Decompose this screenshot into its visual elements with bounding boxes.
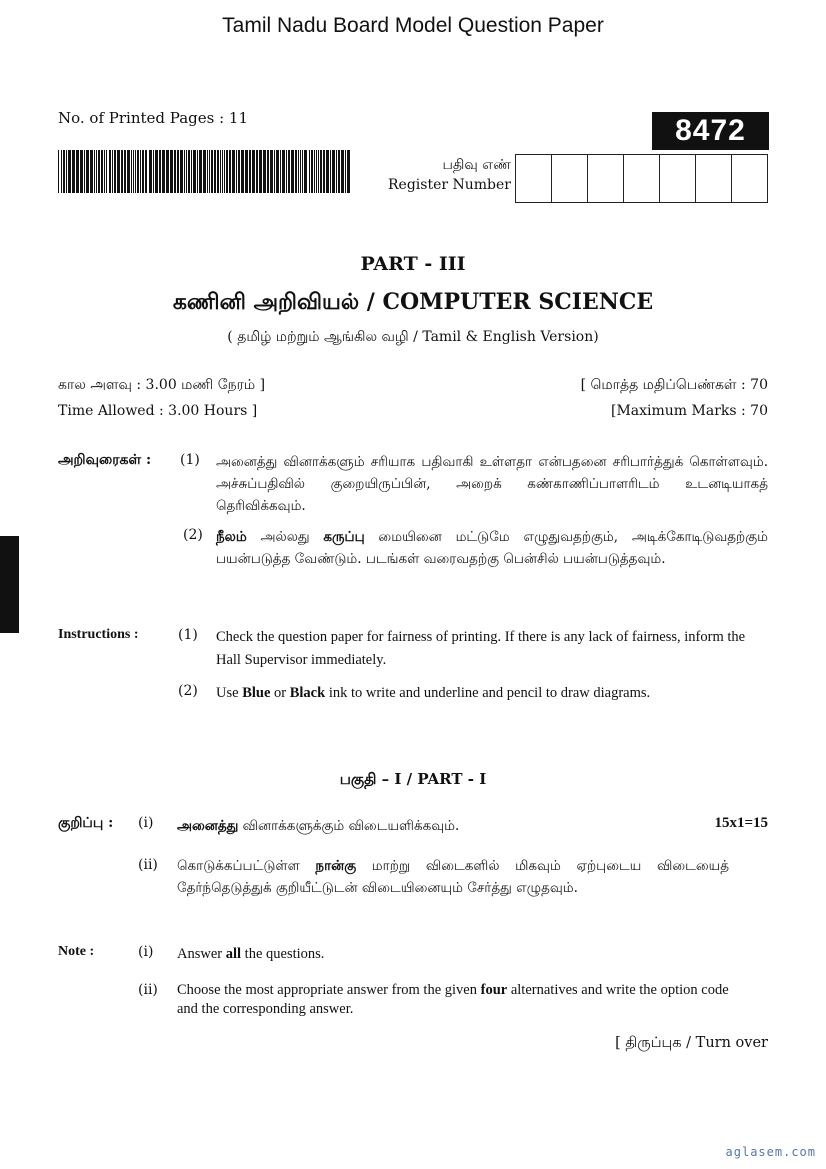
instruction-text-english: Check the question paper for fairness of printing. If there is any lack of fairness, inform the Hall Supervisor immediately. xyxy=(216,629,746,668)
text-segment: கொடுக்கப்பட்டுள்ள xyxy=(177,858,316,874)
register-number-label xyxy=(380,155,511,195)
text-segment: or xyxy=(270,685,290,701)
instructions-label-tamil: அறிவுரைகள் : xyxy=(58,452,152,468)
time-allowed-english: Time Allowed : 3.00 Hours ] xyxy=(58,403,258,419)
page-banner: Tamil Nadu Board Model Question Paper xyxy=(222,14,604,37)
instruction-text-english xyxy=(216,682,772,705)
text-segment: மையினை மட்டுமே எழுதுவதற்கும், அடிக்கோடிடுவதற்கும் பயன்படுத்த வேண்டும். படங்கள் வரைவதற்கு பென்சில் பயன்படுத்தவும். xyxy=(216,529,768,567)
instruction-number: (2) xyxy=(183,527,203,543)
register-label-tamil: பதிவு எண் xyxy=(442,157,511,173)
instructions-label-english: Instructions : xyxy=(58,627,139,642)
paper-code-badge: 8472 xyxy=(652,112,769,150)
text-segment: Choose the most appropriate answer from the given xyxy=(177,982,481,998)
note-number: (ii) xyxy=(138,982,158,998)
emphasis: கருப்பு xyxy=(323,529,365,545)
emphasis: அனைத்து xyxy=(177,818,239,834)
note-number: (i) xyxy=(138,944,154,960)
emphasis: நீலம் xyxy=(216,529,247,545)
register-digit-box[interactable] xyxy=(732,155,767,202)
register-label-english: Register Number xyxy=(388,177,511,193)
instruction-number: (1) xyxy=(180,452,200,468)
time-allowed-tamil: கால அளவு : 3.00 மணி நேரம் ] xyxy=(58,377,266,393)
note-text-english xyxy=(177,943,733,966)
note-text-english xyxy=(177,981,729,1019)
text-segment: மாற்று விடைகளில் மிகவும் ஏற்புடைய விடையைத் தேர்ந்தெடுத்துக் குறியீட்டுடன் விடையினையும் சேர்த்து எழுதவும். xyxy=(177,858,729,896)
emphasis: all xyxy=(225,946,242,962)
register-digit-box[interactable] xyxy=(588,155,624,202)
text-segment: வினாக்களுக்கும் விடையளிக்கவும். xyxy=(238,818,460,834)
max-marks-tamil: [ மொத்த மதிப்பெண்கள் : 70 xyxy=(580,377,768,393)
text-segment: Answer xyxy=(177,946,226,962)
register-digit-box[interactable] xyxy=(624,155,660,202)
instruction-number: (1) xyxy=(178,627,198,643)
text-segment: Use xyxy=(216,685,243,701)
max-marks-english: [Maximum Marks : 70 xyxy=(610,403,768,419)
text-segment: alternatives and write the option code and the corresponding answer. xyxy=(177,982,729,1017)
instruction-text-tamil: அனைத்து வினாக்களும் சரியாக பதிவாகி உள்ளதா என்பதனை சரிபார்த்துக் கொள்ளவும். அச்சுப்பதிவில் குறையிருப்பின், அறைக் கண்காணிப்பாளரிடம் உடனடியாகத் தெரிவிக்கவும். xyxy=(216,454,768,514)
register-digit-box[interactable] xyxy=(660,155,696,202)
emphasis: four xyxy=(480,982,508,998)
note-text-tamil xyxy=(177,855,729,899)
note-number: (ii) xyxy=(138,857,158,873)
register-digit-box[interactable] xyxy=(552,155,588,202)
emphasis: Blue xyxy=(242,685,271,701)
text-segment: ink to write and underline and pencil to draw diagrams. xyxy=(325,685,651,701)
instruction-text-tamil xyxy=(216,526,768,570)
emphasis: Black xyxy=(289,685,326,701)
barcode-icon xyxy=(58,150,350,193)
emphasis: நான்கு xyxy=(315,858,357,874)
section-title: பகுதி – I / PART - I xyxy=(339,770,487,788)
register-digit-box[interactable] xyxy=(516,155,552,202)
note-label-tamil: குறிப்பு : xyxy=(58,815,114,831)
text-segment: அல்லது xyxy=(246,529,324,545)
text-segment: the questions. xyxy=(241,946,325,962)
watermark: aglasem.com xyxy=(725,1145,816,1159)
note-number: (i) xyxy=(138,815,154,831)
register-digit-box[interactable] xyxy=(696,155,732,202)
note-label-english: Note : xyxy=(58,944,95,959)
part-title: PART - III xyxy=(360,253,466,275)
subject-title: கணினி அறிவியல் / COMPUTER SCIENCE xyxy=(172,289,654,315)
marks-scheme: 15x1=15 xyxy=(714,815,768,831)
instruction-number: (2) xyxy=(178,683,198,699)
note-text-tamil xyxy=(177,815,597,837)
side-edge-marker xyxy=(0,536,19,633)
printed-pages-count: No. of Printed Pages : 11 xyxy=(58,109,248,127)
version-line: ( தமிழ் மற்றும் ஆங்கில வழி / Tamil & English Version) xyxy=(227,329,599,345)
turn-over-note: [ திருப்புக / Turn over xyxy=(615,1035,768,1051)
register-number-boxes[interactable] xyxy=(515,154,768,203)
